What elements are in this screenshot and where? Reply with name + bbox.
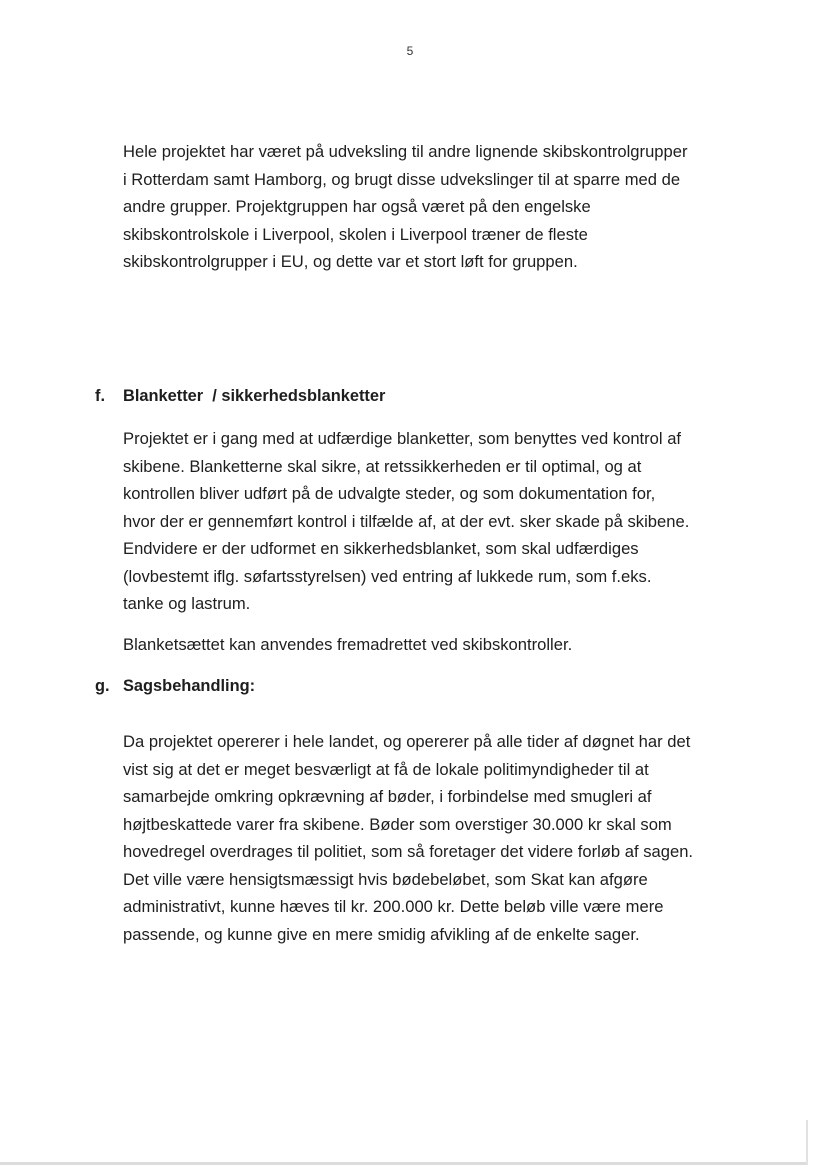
- section-g-paragraph-1: [123, 728, 763, 948]
- text-line: skibene. Blanketterne skal sikre, at retssikkerheden er til optimal, og at: [123, 456, 642, 476]
- text-line: skibskontrolgrupper i EU, og dette var et stort løft for gruppen.: [123, 252, 578, 271]
- section-g-letter: g.: [95, 677, 110, 695]
- page-number: 5: [406, 44, 414, 58]
- section-g-title: Sagsbehandling:: [123, 677, 256, 695]
- text-line: vist sig at det er meget besværligt at få de lokale politimyndigheder til at: [123, 759, 649, 779]
- section-f-paragraph-1: [123, 425, 763, 618]
- text-line: (lovbestemt iflg. søfartsstyrelsen) ved entring af lukkede rum, som f.eks.: [123, 566, 652, 586]
- text-line: kontrollen bliver udført på de udvalgte steder, og som dokumentation for,: [123, 484, 656, 503]
- text-line: Blanketsættet kan anvendes fremadrettet ved skibskontroller.: [123, 635, 573, 654]
- text-line: tanke og lastrum.: [123, 594, 251, 613]
- text-line: højtbeskattede varer fra skibene. Bøder som overstiger 30.000 kr skal som: [123, 814, 672, 834]
- text-line: administrativt, kunne hæves til kr. 200.000 kr. Dette beløb ville være mere: [123, 897, 664, 916]
- text-line: samarbejde omkring opkrævning af bøder, i forbindelse med smugleri af: [123, 787, 652, 806]
- text-line: Det ville være hensigtsmæssigt hvis bødebeløbet, som Skat kan afgøre: [123, 869, 648, 889]
- scan-edge-bottom: [0, 1162, 808, 1165]
- scan-edge-corner: [806, 1120, 808, 1165]
- section-f-paragraph-2: [123, 631, 763, 659]
- text-line: andre grupper. Projektgruppen har også været på den engelske: [123, 197, 591, 216]
- text-line: Endvidere er der udformet en sikkerhedsblanket, som skal udfærdiges: [123, 539, 639, 558]
- text-line: hovedregel overdrages til politiet, som så foretager det videre forløb af sagen.: [123, 842, 694, 861]
- section-g-heading: [95, 674, 255, 698]
- text-line: hvor der er gennemført kontrol i tilfælde af, at der evt. sker skade på skibene.: [123, 511, 690, 531]
- text-line: i Rotterdam samt Hamborg, og brugt disse udvekslinger til at sparre med de: [123, 169, 681, 189]
- text-line: Da projektet opererer i hele landet, og opererer på alle tider af døgnet har det: [123, 732, 691, 751]
- section-f-title: Blanketter / sikkerhedsblanketter: [123, 387, 386, 405]
- section-f-letter: f.: [95, 387, 106, 405]
- text-line: Projektet er i gang med at udfærdige blanketter, som benyttes ved kontrol af: [123, 429, 682, 448]
- text-line: skibskontrolskole i Liverpool, skolen i Liverpool træner de fleste: [123, 224, 588, 244]
- section-f-heading: [95, 384, 385, 408]
- intro-paragraph: [123, 138, 763, 276]
- text-line: Hele projektet har været på udveksling til andre lignende skibskontrolgrupper: [123, 142, 688, 161]
- text-line: passende, og kunne give en mere smidig afvikling af de enkelte sager.: [123, 924, 640, 944]
